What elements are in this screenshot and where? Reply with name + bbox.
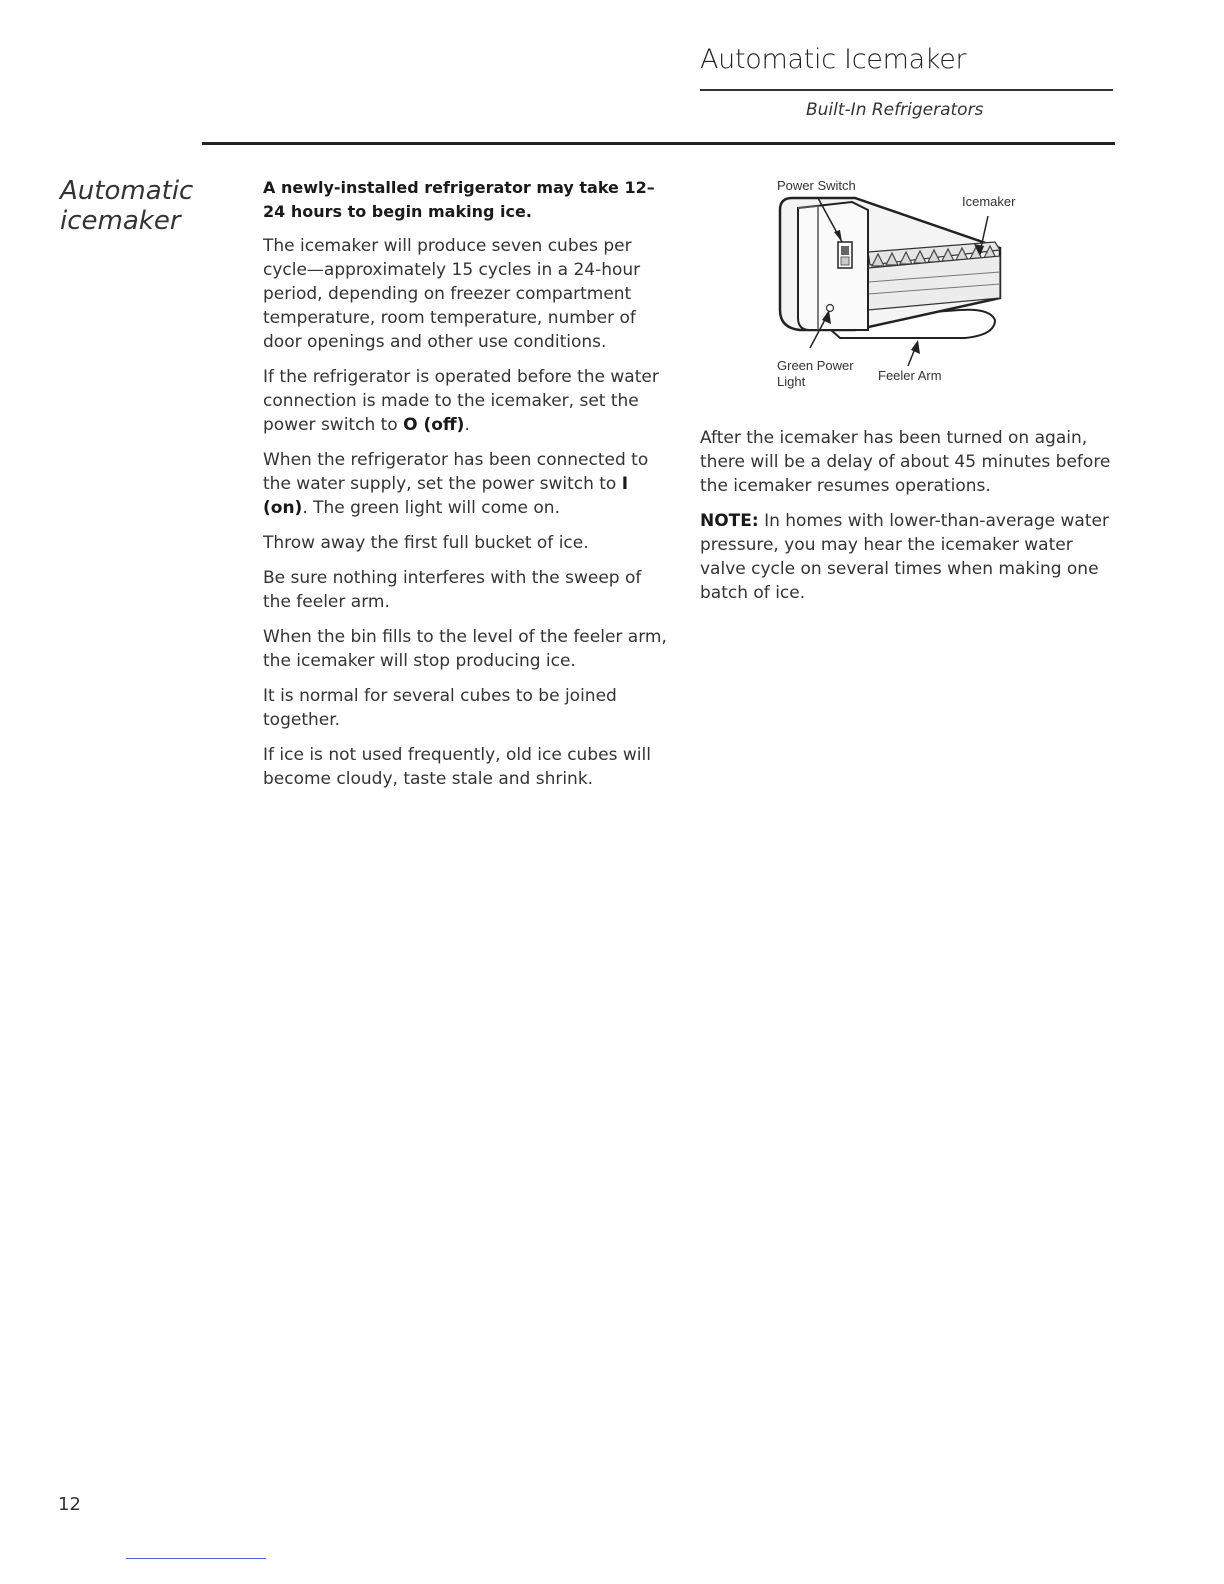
section-title-line2: icemaker — [60, 206, 181, 236]
page-header-subtitle: Built-In Refrigerators — [806, 100, 984, 120]
section-title-line1: Automatic — [60, 176, 194, 206]
paragraph-note — [700, 509, 1115, 605]
note-text: In homes with lower-than-average water pressure, you may hear the icemaker water valve cycle on several times when making one batch of ice. — [700, 511, 1109, 603]
on-label: I (on) — [263, 474, 629, 518]
label-light: Light — [777, 374, 806, 389]
label-icemaker: Icemaker — [962, 194, 1016, 209]
paragraph-cubes-per-cycle: The icemaker will produce seven cubes per cycle—approximately 15 cycles in a 24-hour period, depending on freezer compartment temperature, room temperature, number of door openings and other use conditions. — [263, 236, 641, 352]
paragraph-throw-away: Throw away the first full bucket of ice. — [263, 533, 589, 553]
p2-text-post: . — [464, 415, 470, 435]
p2-text-pre: If the refrigerator is operated before the water connection is made to the icemaker, set the power switch to — [263, 367, 659, 435]
footer-rule — [126, 1558, 266, 1559]
header-rule-short — [700, 89, 1113, 91]
lead-paragraph: A newly-installed refrigerator may take 12–24 hours to begin making ice. — [263, 178, 655, 221]
label-green-power: Green Power — [777, 358, 854, 373]
left-column — [263, 176, 673, 802]
paragraph-delay: After the icemaker has been turned on again, there will be a delay of about 45 minutes before the icemaker resumes operations. — [700, 428, 1111, 496]
off-label: O (off) — [403, 415, 465, 435]
label-power-switch: Power Switch — [777, 178, 856, 193]
icemaker-diagram — [760, 170, 1060, 400]
paragraph-cubes-joined: It is normal for several cubes to be joined together. — [263, 686, 617, 730]
paragraph-after-water — [263, 448, 673, 520]
note-label: NOTE: — [700, 511, 759, 531]
paragraph-bin-fills: When the bin fills to the level of the feeler arm, the icemaker will stop producing ice. — [263, 627, 667, 671]
paragraph-before-water — [263, 365, 673, 437]
label-feeler-arm: Feeler Arm — [878, 368, 942, 383]
p3-text-pre: When the refrigerator has been connected to the water supply, set the power switch to — [263, 450, 649, 494]
page-number: 12 — [58, 1494, 81, 1515]
header-rule-long — [202, 142, 1115, 145]
section-title — [60, 176, 193, 236]
paragraph-old-ice: If ice is not used frequently, old ice cubes will become cloudy, taste stale and shrink. — [263, 745, 651, 789]
paragraph-feeler-sweep: Be sure nothing interferes with the sweep of the feeler arm. — [263, 568, 642, 612]
p3-text-post: . The green light will come on. — [302, 498, 560, 518]
page-header-title: Automatic Icemaker — [700, 44, 967, 75]
right-column — [700, 426, 1115, 616]
